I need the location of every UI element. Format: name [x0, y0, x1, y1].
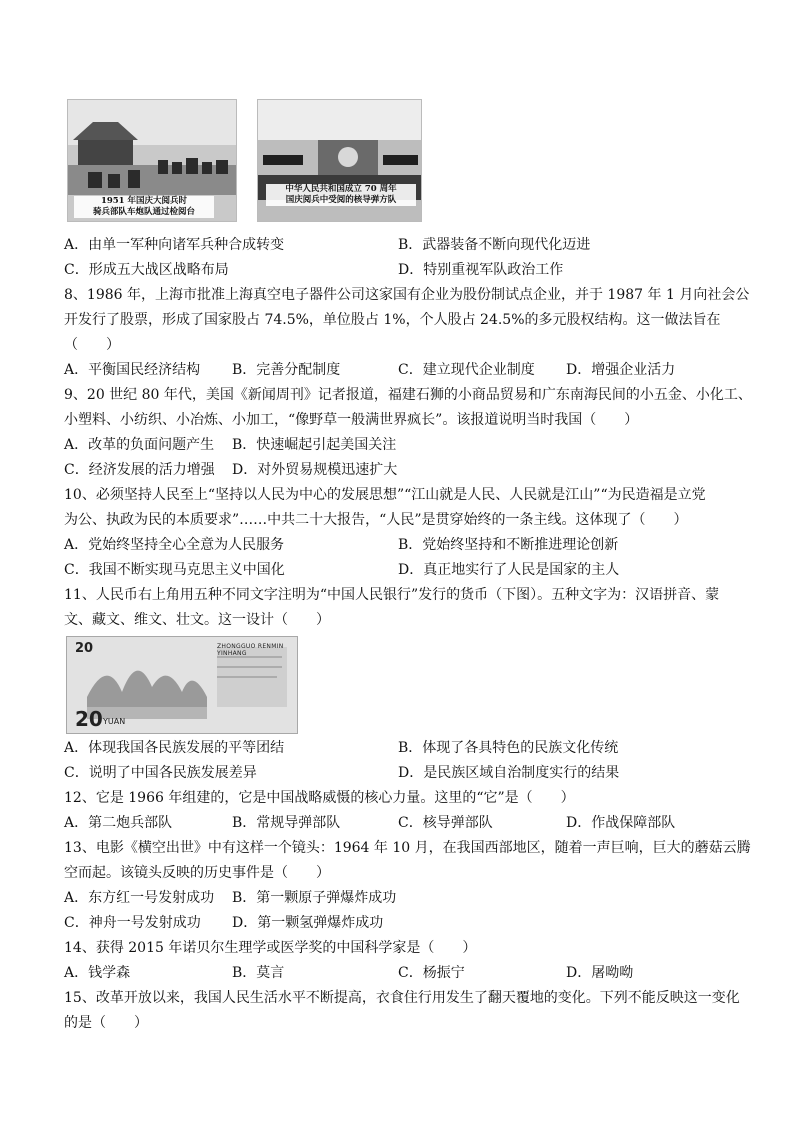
photo-1951-caption-line1: 1951 年国庆大阅兵时	[100, 196, 188, 206]
q11-option-c: C．说明了中国各民族发展差异	[64, 765, 257, 781]
photo-1951-caption-line2: 骑兵部队车炮队通过检阅台	[92, 207, 195, 217]
q7-option-d: D．特别重视军队政治工作	[398, 262, 564, 278]
q10-stem-line2: 为公、执政为民的本质要求”……中共二十大报告，“人民”是贯穿始终的一条主线。这体现了（ ）	[64, 512, 688, 528]
q12-option-c: C．核导弹部队	[398, 815, 493, 831]
banknote-value-bottom: 20	[75, 707, 103, 731]
q8-option-b: B．完善分配制度	[232, 362, 341, 378]
q11-option-b: B．体现了各具特色的民族文化传统	[398, 740, 619, 756]
banknote-value-top: 20	[75, 641, 94, 656]
q13-option-b: B．第一颗原子弹爆炸成功	[232, 890, 397, 906]
q8-option-c: C．建立现代企业制度	[398, 362, 535, 378]
q9-option-a: A．改革的负面问题产生	[64, 437, 215, 453]
photo-1951-parade	[67, 99, 237, 222]
photo-70th-caption	[266, 184, 416, 206]
q10-option-b: B．党始终坚持和不断推进理论创新	[398, 537, 619, 553]
q13-stem-line1: 13、电影《横空出世》中有这样一个镜头：1964 年 10 月，在我国西部地区，随着一声巨响，巨大的蘑菇云腾	[64, 840, 751, 856]
q10-stem-line1: 10、必须坚持人民至上“坚持以人民为中心的发展思想”“江山就是人民、人民就是江山”“为民造福是立党	[64, 487, 706, 503]
q14-option-b: B．莫言	[232, 965, 285, 981]
photo-70th-caption-line1: 中华人民共和国成立 70 周年	[285, 184, 397, 194]
q8-stem-line1: 8、1986 年，上海市批准上海真空电子器件公司这家国有企业为股份制试点企业，并于 1987 年 1 月向社会公	[64, 287, 750, 303]
q7-option-b: B．武器装备不断向现代化迈进	[398, 237, 591, 253]
q8-stem-line2: 开发行了股票，形成了国家股占 74.5%，单位股占 1%，个人股占 24.5%的多元股权结构。这一做法旨在	[64, 312, 721, 328]
q11-stem-line1: 11、人民币右上角用五种不同文字注明为“中国人民银行”发行的货币（下图）。五种文字为：汉语拼音、蒙	[64, 587, 720, 603]
q11-stem-line2: 文、藏文、维文、壮文。这一设计（ ）	[64, 612, 330, 628]
banknote-figure	[66, 636, 298, 734]
q7-option-c: C．形成五大战区战略布局	[64, 262, 229, 278]
q12-stem-line1: 12、它是 1966 年组建的，它是中国战略威慑的核心力量。这里的“它”是（ ）	[64, 790, 575, 806]
q12-option-d: D．作战保障部队	[566, 815, 676, 831]
q9-stem-line2: 小塑料、小纺织、小冶炼、小加工，“像野草一般满世界疯长”。该报道说明当时我国（ ）	[64, 412, 639, 428]
photo-1951-caption	[74, 196, 214, 218]
q13-option-a: A．东方红一号发射成功	[64, 890, 215, 906]
q9-option-c: C．经济发展的活力增强	[64, 462, 215, 478]
q10-option-a: A．党始终坚持全心全意为人民服务	[64, 537, 285, 553]
q10-option-c: C．我国不断实现马克思主义中国化	[64, 562, 285, 578]
q9-stem-line1: 9、20 世纪 80 年代，美国《新闻周刊》记者报道，福建石狮的小商品贸易和广东南海民间的小五金、小化工、	[64, 387, 752, 403]
q14-option-d: D．屠呦呦	[566, 965, 634, 981]
q7-option-a: A．由单一军种向诸军兵种合成转变	[64, 237, 285, 253]
q13-stem-line2: 空而起。该镜头反映的历史事件是（ ）	[64, 865, 330, 881]
q11-option-d: D．是民族区域自治制度实行的结果	[398, 765, 620, 781]
banknote-pinyin: ZHONGGUO RENMIN YINHANG	[217, 643, 284, 657]
q11-option-a: A．体现我国各民族发展的平等团结	[64, 740, 285, 756]
q9-option-d: D．对外贸易规模迅速扩大	[232, 462, 398, 478]
banknote-yuan: YUAN	[103, 717, 126, 726]
photo-70th-parade	[257, 99, 422, 222]
q12-option-a: A．第二炮兵部队	[64, 815, 173, 831]
q13-option-c: C．神舟一号发射成功	[64, 915, 201, 931]
q10-option-d: D．真正地实行了人民是国家的主人	[398, 562, 620, 578]
q8-option-d: D．增强企业活力	[566, 362, 676, 378]
q15-stem-line1: 15、改革开放以来，我国人民生活水平不断提高，衣食住行用发生了翻天覆地的变化。下列不能反映这一变化	[64, 990, 740, 1006]
q13-option-d: D．第一颗氢弹爆炸成功	[232, 915, 384, 931]
q8-stem-line3: （ ）	[64, 337, 120, 353]
photo-70th-caption-line2: 国庆阅兵中受阅的核导弹方队	[285, 195, 397, 205]
q14-stem-line1: 14、获得 2015 年诺贝尔生理学或医学奖的中国科学家是（ ）	[64, 940, 477, 956]
q15-stem-line2: 的是（ ）	[64, 1015, 148, 1031]
q12-option-b: B．常规导弹部队	[232, 815, 341, 831]
q14-option-a: A．钱学森	[64, 965, 131, 981]
q14-option-c: C．杨振宁	[398, 965, 465, 981]
q9-option-b: B．快速崛起引起美国关注	[232, 437, 397, 453]
q8-option-a: A．平衡国民经济结构	[64, 362, 201, 378]
